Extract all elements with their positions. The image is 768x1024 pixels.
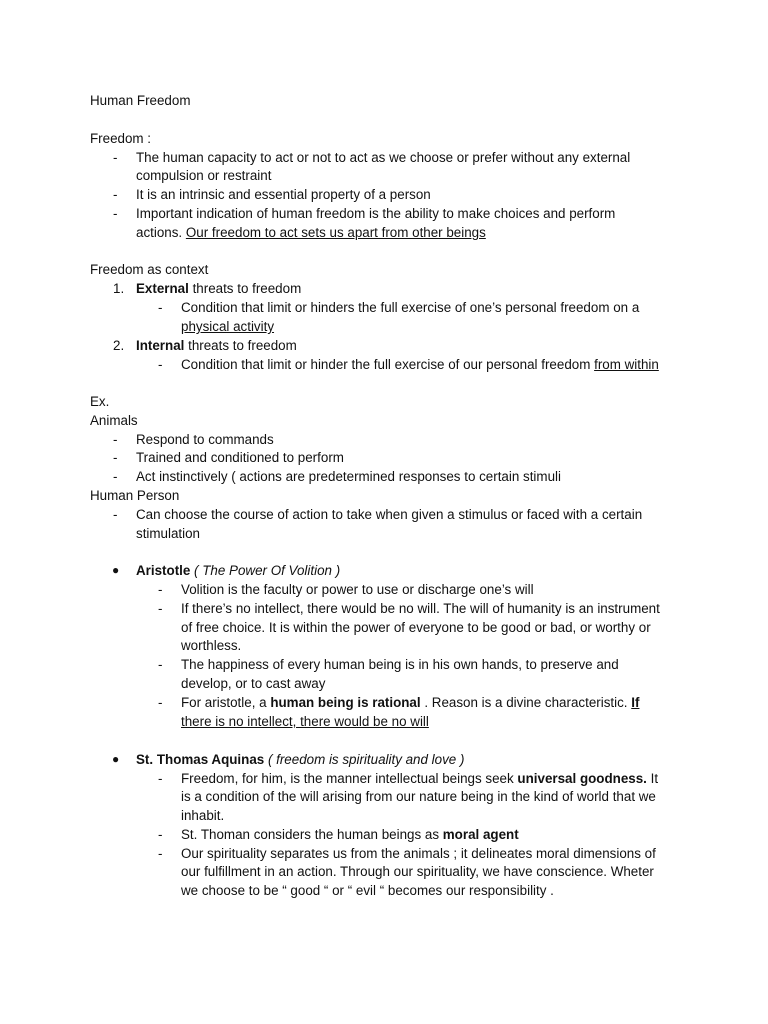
aristotle-item-4-bold-underlined: If xyxy=(631,695,640,710)
aristotle-item-4-part-3: . Reason is a divine characteristic. xyxy=(420,695,632,710)
dash-marker: - xyxy=(158,695,163,710)
dash-marker: - xyxy=(113,507,118,522)
dash-marker: - xyxy=(158,657,163,672)
dash-marker: - xyxy=(158,601,163,616)
aquinas-item-1-part-1: Freedom, for him, is the manner intellectual beings seek xyxy=(181,771,518,786)
animals-item-3: Act instinctively ( actions are predetermined responses to certain stimuli xyxy=(136,469,561,484)
aquinas-item-2-line-1 xyxy=(181,825,519,844)
aristotle-item-4-part-1: For aristotle, a xyxy=(181,695,271,710)
animals-heading: Animals xyxy=(90,413,138,428)
dash-marker: - xyxy=(158,300,163,315)
aquinas-item-1-line-3: inhabit. xyxy=(181,808,225,823)
dash-marker: - xyxy=(158,357,163,372)
aristotle-item-1-line-1: Volition is the faculty or power to use or discharge one’s will xyxy=(181,582,534,597)
context-item-2-sub-plain: Condition that limit or hinder the full exercise of our personal freedom xyxy=(181,357,595,372)
aquinas-item-1-part-3: It xyxy=(646,771,659,786)
freedom-item-3-plain: actions. xyxy=(136,225,186,240)
animals-item-1: Respond to commands xyxy=(136,432,274,447)
aquinas-name: St. Thomas Aquinas xyxy=(136,752,265,767)
context-item-1-sub-underlined: physical activity xyxy=(181,319,275,334)
context-item-1-rest: threats to freedom xyxy=(188,281,302,296)
aristotle-item-2-line-1: If there’s no intellect, there would be no will. The will of humanity is an instrument xyxy=(181,601,660,616)
context-heading: Freedom as context xyxy=(90,262,209,277)
dash-marker: - xyxy=(113,187,118,202)
freedom-item-3-line-1: Important indication of human freedom is the ability to make choices and perform xyxy=(136,206,616,221)
animals-item-2: Trained and conditioned to perform xyxy=(136,450,344,465)
aquinas-item-2-part-1: St. Thoman considers the human beings as xyxy=(181,827,443,842)
aristotle-item-4-bold: human being is rational xyxy=(270,695,421,710)
human-person-line-2: stimulation xyxy=(136,526,201,541)
aquinas-subtitle: ( freedom is spirituality and love ) xyxy=(264,752,465,767)
aquinas-item-1-line-2: is a condition of the will arising from our nature being in the kind of world that we xyxy=(181,789,656,804)
context-item-2-sub-underlined: from within xyxy=(594,357,659,372)
context-item-1-sub-line-2 xyxy=(181,317,274,336)
dash-marker: - xyxy=(158,827,163,842)
aristotle-item-4-line-2 xyxy=(181,712,429,731)
context-item-1-title xyxy=(136,279,301,298)
context-item-1-bold: External xyxy=(136,281,189,296)
dash-marker: - xyxy=(113,469,118,484)
bullet-marker: ● xyxy=(112,563,120,577)
human-person-line-1: Can choose the course of action to take when given a stimulus or faced with a certain xyxy=(136,507,643,522)
aristotle-item-3-line-2: develop, or to cast away xyxy=(181,676,326,691)
document-title: Human Freedom xyxy=(90,93,191,108)
context-item-2-title xyxy=(136,336,297,355)
freedom-item-3-underlined: Our freedom to act sets us apart from other beings xyxy=(185,225,486,240)
context-item-2-sub-line-1 xyxy=(181,355,659,374)
example-label: Ex. xyxy=(90,394,110,409)
aristotle-heading xyxy=(136,561,340,580)
aristotle-item-2-line-2: of free choice. It is within the power of everyone to be good or bad, or worthy or xyxy=(181,620,651,635)
freedom-item-1-line-2: compulsion or restraint xyxy=(136,168,272,183)
aquinas-item-3-line-3: we choose to be “ good “ or “ evil “ becomes our responsibility . xyxy=(181,883,554,898)
aquinas-item-2-bold: moral agent xyxy=(442,827,519,842)
aristotle-name: Aristotle xyxy=(136,563,191,578)
bullet-marker: ● xyxy=(112,752,120,766)
aquinas-heading xyxy=(136,750,464,769)
aquinas-item-3-line-2: our fulfillment in an action. Through our spirituality, we have conscience. Wheter xyxy=(181,864,654,879)
freedom-heading: Freedom : xyxy=(90,131,152,146)
aristotle-item-2-line-3: worthless. xyxy=(181,638,242,653)
aquinas-item-3-line-1: Our spirituality separates us from the animals ; it delineates moral dimensions of xyxy=(181,846,656,861)
aristotle-subtitle: ( The Power Of Volition ) xyxy=(190,563,341,578)
aristotle-item-4-line-1 xyxy=(181,693,639,712)
dash-marker: - xyxy=(113,450,118,465)
freedom-item-3-line-2 xyxy=(136,223,486,242)
context-item-1-sub-line-1: Condition that limit or hinders the full exercise of one’s personal freedom on a xyxy=(181,300,640,315)
aquinas-item-1-bold: universal goodness. xyxy=(517,771,647,786)
dash-marker: - xyxy=(158,771,163,786)
dash-marker: - xyxy=(113,206,118,221)
dash-marker: - xyxy=(113,150,118,165)
human-person-heading: Human Person xyxy=(90,488,180,503)
aristotle-item-4-underlined: there is no intellect, there would be no will xyxy=(181,714,429,729)
aristotle-item-3-line-1: The happiness of every human being is in his own hands, to preserve and xyxy=(181,657,619,672)
dash-marker: - xyxy=(113,432,118,447)
number-marker: 2. xyxy=(113,338,125,353)
aquinas-item-1-line-1 xyxy=(181,769,658,788)
freedom-item-1-line-1: The human capacity to act or not to act as we choose or prefer without any external xyxy=(136,150,631,165)
context-item-2-bold: Internal xyxy=(136,338,185,353)
freedom-item-2-line-1: It is an intrinsic and essential property of a person xyxy=(136,187,431,202)
context-item-2-rest: threats to freedom xyxy=(184,338,297,353)
dash-marker: - xyxy=(158,846,163,861)
dash-marker: - xyxy=(158,582,163,597)
number-marker: 1. xyxy=(113,281,125,296)
